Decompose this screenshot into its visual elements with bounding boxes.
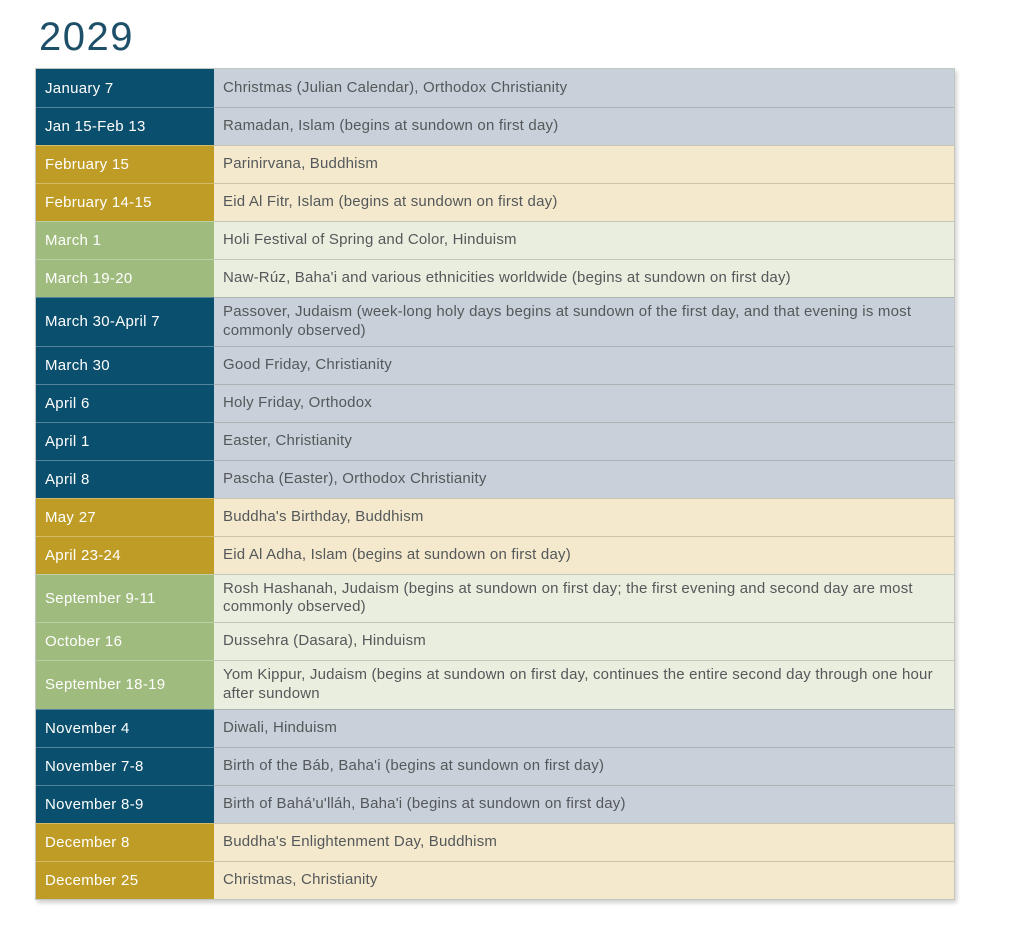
date-cell: May 27: [36, 498, 214, 536]
year-title: 2029: [39, 15, 134, 59]
table-row: [36, 145, 954, 183]
date-cell: October 16: [36, 622, 214, 660]
table-row: [36, 498, 954, 536]
table-row: [36, 861, 954, 899]
table-row: [36, 69, 954, 107]
event-cell: Holi Festival of Spring and Color, Hinduism: [214, 221, 954, 259]
date-cell: February 14-15: [36, 183, 214, 221]
table-row: [36, 536, 954, 574]
table-row: [36, 183, 954, 221]
event-cell: Good Friday, Christianity: [214, 346, 954, 384]
table-row: [36, 622, 954, 660]
date-cell: September 9-11: [36, 574, 214, 623]
table-row: [36, 107, 954, 145]
event-cell: Eid Al Adha, Islam (begins at sundown on first day): [214, 536, 954, 574]
date-cell: December 8: [36, 823, 214, 861]
table-row: [36, 785, 954, 823]
date-cell: March 19-20: [36, 259, 214, 297]
date-cell: November 8-9: [36, 785, 214, 823]
table-row: [36, 346, 954, 384]
event-cell: Eid Al Fitr, Islam (begins at sundown on first day): [214, 183, 954, 221]
table-row: [36, 460, 954, 498]
event-cell: Christmas, Christianity: [214, 861, 954, 899]
date-cell: September 18-19: [36, 660, 214, 709]
event-cell: Buddha's Enlightenment Day, Buddhism: [214, 823, 954, 861]
event-cell: Naw-Rúz, Baha'i and various ethnicities worldwide (begins at sundown on first day): [214, 259, 954, 297]
table-row: [36, 574, 954, 623]
event-cell: Yom Kippur, Judaism (begins at sundown on first day, continues the entire second day through one hour after sundown: [214, 660, 954, 709]
holiday-table: [35, 68, 955, 900]
event-cell: Easter, Christianity: [214, 422, 954, 460]
table-row: [36, 747, 954, 785]
event-cell: Christmas (Julian Calendar), Orthodox Christianity: [214, 69, 954, 107]
date-cell: April 1: [36, 422, 214, 460]
date-cell: February 15: [36, 145, 214, 183]
date-cell: November 7-8: [36, 747, 214, 785]
event-cell: Diwali, Hinduism: [214, 709, 954, 747]
date-cell: March 1: [36, 221, 214, 259]
event-cell: Buddha's Birthday, Buddhism: [214, 498, 954, 536]
table-row: [36, 709, 954, 747]
table-row: [36, 259, 954, 297]
date-cell: March 30: [36, 346, 214, 384]
date-cell: November 4: [36, 709, 214, 747]
event-cell: Rosh Hashanah, Judaism (begins at sundown on first day; the first evening and second day are most commonly observed): [214, 574, 954, 623]
date-cell: April 23-24: [36, 536, 214, 574]
event-cell: Birth of Bahá'u'lláh, Baha'i (begins at sundown on first day): [214, 785, 954, 823]
date-cell: April 6: [36, 384, 214, 422]
table-row: [36, 221, 954, 259]
table-row: [36, 823, 954, 861]
table-row: [36, 660, 954, 709]
event-cell: Pascha (Easter), Orthodox Christianity: [214, 460, 954, 498]
date-cell: January 7: [36, 69, 214, 107]
event-cell: Dussehra (Dasara), Hinduism: [214, 622, 954, 660]
table-row: [36, 297, 954, 346]
date-cell: December 25: [36, 861, 214, 899]
event-cell: Parinirvana, Buddhism: [214, 145, 954, 183]
table-row: [36, 422, 954, 460]
date-cell: April 8: [36, 460, 214, 498]
event-cell: Ramadan, Islam (begins at sundown on first day): [214, 107, 954, 145]
event-cell: Passover, Judaism (week-long holy days begins at sundown of the first day, and that evening is most commonly observed): [214, 297, 954, 346]
date-cell: Jan 15-Feb 13: [36, 107, 214, 145]
event-cell: Birth of the Báb, Baha'i (begins at sundown on first day): [214, 747, 954, 785]
date-cell: March 30-April 7: [36, 297, 214, 346]
event-cell: Holy Friday, Orthodox: [214, 384, 954, 422]
table-row: [36, 384, 954, 422]
